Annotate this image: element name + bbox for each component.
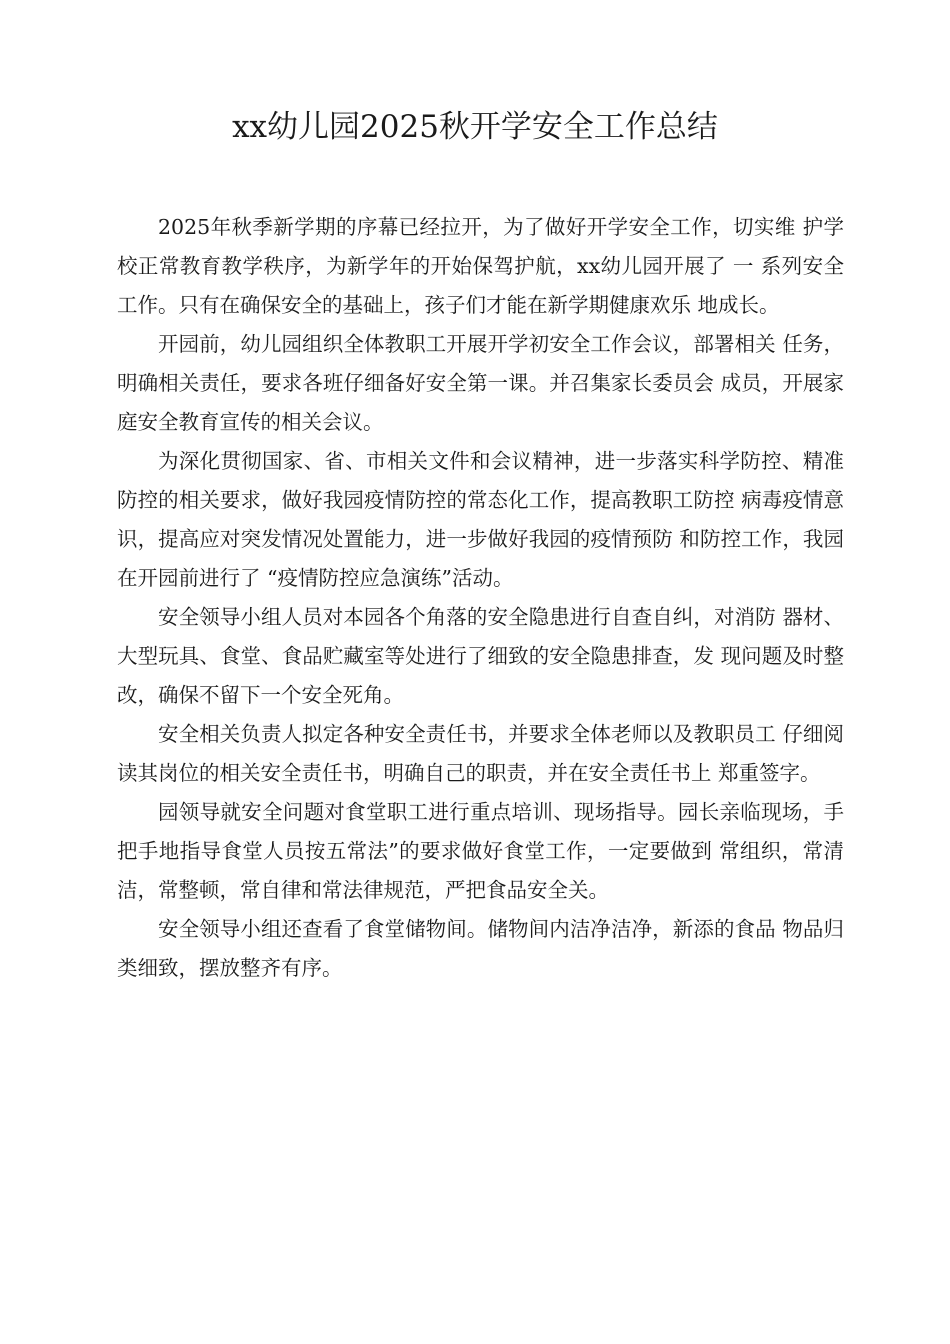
document-body xyxy=(117,208,844,988)
paragraph: 开园前，幼儿园组织全体教职工开展开学初安全工作会议，部署相关 任务，明确相关责任，要求各班仔细备好安全第一课。并召集家长委员会 成员，开展家庭安全教育宣传的相关会议。 xyxy=(117,332,844,434)
paragraph: 为深化贯彻国家、省、市相关文件和会议精神，进一步落实科学防控、精准防控的相关要求，做好我园疫情防控的常态化工作，提高教职工防控 病毒疫情意识，提高应对突发情况处置能力，进一步做好我园的疫情预防 和防控工作，我园在开园前进行了 “疫情防控应急演练”活动。 xyxy=(117,449,844,590)
paragraph: 安全领导小组人员对本园各个角落的安全隐患进行自查自纠，对消防 器材、大型玩具、食堂、食品贮藏室等处进行了细致的安全隐患排查，发 现问题及时整改，确保不留下一个安全死角。 xyxy=(117,605,844,707)
paragraph: 安全领导小组还查看了食堂储物间。储物间内洁净洁净，新添的食品 物品归类细致，摆放整齐有序。 xyxy=(117,917,844,980)
paragraph: 2025年秋季新学期的序幕已经拉开，为了做好开学安全工作，切实维 护学校正常教育教学秩序，为新学年的开始保驾护航，xx幼儿园开展了 一 系列安全工作。只有在确保安全的基础上，孩子们才能在新学期健康欢乐 地成长。 xyxy=(117,215,844,317)
paragraph: 安全相关负责人拟定各种安全责任书，并要求全体老师以及教职员工 仔细阅读其岗位的相关安全责任书，明确自己的职责，并在安全责任书上 郑重签字。 xyxy=(117,722,844,785)
document-title: xx幼儿园2025秋开学安全工作总结 xyxy=(232,109,718,145)
paragraph: 园领导就安全问题对食堂职工进行重点培训、现场指导。园长亲临现场，手把手地指导食堂人员按五常法”的要求做好食堂工作，一定要做到 常组织，常清洁，常整顿，常自律和常法律规范，严把食品安全关。 xyxy=(117,800,844,902)
